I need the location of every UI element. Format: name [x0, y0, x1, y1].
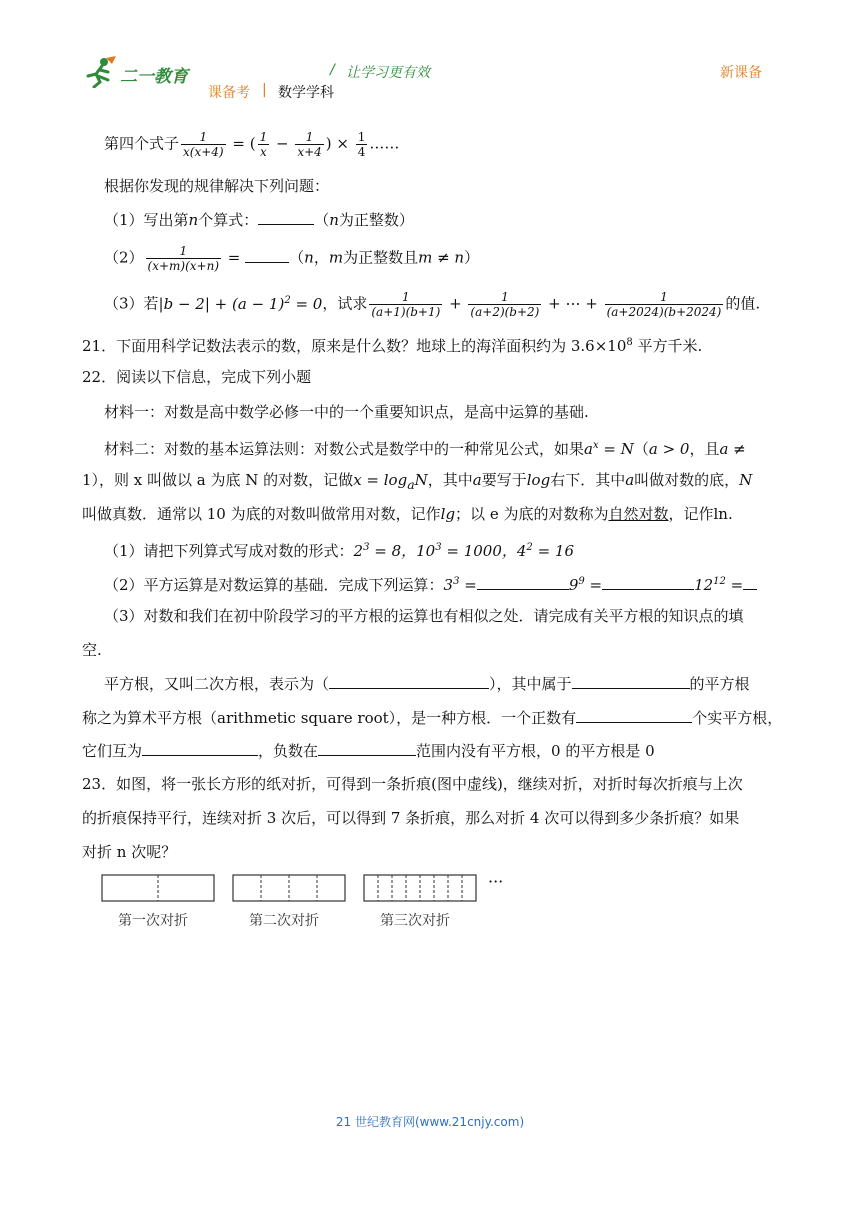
answer-blank[interactable] — [329, 674, 489, 689]
slogan: 让学习更有效 — [346, 65, 430, 81]
q23-line3: 对折 n 次呢？ — [82, 843, 177, 861]
answer-blank[interactable] — [477, 575, 569, 590]
q23-line2: 的折痕保持平行，连续对折 3 次后，可以得到 7 条折痕，那么对折 4 次可以得到多少条折痕？如果 — [82, 809, 740, 827]
q20-part3: （3）若$|b - 2| + (a - 1)^2 = 0$，试求 $\frac{1}{(a+1)(b+1)}$ + $\frac{1}{(a+2)(b+2)}$ + ⋯ + $\frac{1}{(a+2024)(b+2024)}$ 的值. — [104, 290, 761, 319]
q20-part1: （1）写出第n个算式： （n为正整数） — [104, 211, 414, 229]
answer-blank[interactable] — [318, 741, 416, 756]
q20-fourth-formula: 第四个式子 $\frac{1}{x(x+4)}$ = ( $\frac{1}{x}$ − $\frac{1}{x+4}$ ) × $\frac{1}{4}$ …… — [104, 130, 400, 159]
slogan-slash: / — [330, 62, 335, 78]
fold-diagram — [100, 872, 520, 908]
runner-logo-icon — [82, 56, 118, 88]
q22-sqrt-line2: 称之为算术平方根（arithmetic square root），是一种方根．一个正数有 个实平方根， — [82, 709, 783, 727]
q22-material2-line1: 材料二：对数的基本运算法则：对数公式是数学中的一种常见公式，如果$a^x = N(a > 0$，且a ≠ — [104, 440, 746, 458]
answer-blank[interactable] — [142, 741, 258, 756]
q22-sqrt-line1: 平方根，又叫二次方根，表示为（ ），其中属于 的平方根 — [104, 675, 750, 693]
q22-sub3-line1: （3）对数和我们在初中阶段学习的平方根的运算也有相似之处．请完成有关平方根的知识点的填 — [104, 607, 744, 625]
q22-sub1: （1）请把下列算式写成对数的形式：$2^3 = 8$，$10^3 = 1000$，$4^2 = 16$ — [104, 542, 574, 560]
q20-part2: （2） $\frac{1}{(x+m)(x+n)}$ = （n，m为正整数且m ≠ n） — [104, 244, 480, 273]
fold-ellipsis: ··· — [488, 872, 504, 891]
answer-blank[interactable] — [576, 708, 692, 723]
logo-text: 二一教育 — [120, 67, 188, 87]
fold-label-1: 第一次对折 — [118, 913, 188, 929]
fold-label-3: 第三次对折 — [380, 913, 450, 929]
q22-sub2: （2）平方运算是对数运算的基础．完成下列运算：$3^3 = 9^9 = 12^{12}$ = — [104, 572, 757, 595]
header-subject: 数学学科 — [278, 85, 334, 101]
header-sub-prefix: 课备考 — [208, 85, 250, 101]
header-separator: | — [262, 82, 267, 98]
q22-material1: 材料一：对数是高中数学必修一中的一个重要知识点，是高中运算的基础. — [104, 403, 589, 421]
fold-2-rect — [233, 875, 345, 901]
q23-line1: 23．如图，将一张长方形的纸对折，可得到一条折痕(图中虚线)，继续对折，对折时每次折痕与上次 — [82, 775, 743, 793]
q22-sqrt-line3: 它们互为 ，负数在 范围内没有平方根，0 的平方根是 0 — [82, 742, 655, 760]
q21: 21．下面用科学记数法表示的数，原来是什么数？地球上的海洋面积约为 $3.6\times 10^8$ 平方千米. — [82, 337, 703, 355]
answer-blank[interactable] — [258, 210, 314, 225]
answer-blank[interactable] — [245, 248, 289, 263]
answer-blank[interactable] — [572, 674, 690, 689]
fold-label-2: 第二次对折 — [249, 913, 319, 929]
q22-material2-line3: 叫做真数．通常以 10 为底的对数叫做常用对数，记作lg；以 e 为底的对数称为自然对数，记作ln. — [82, 505, 733, 523]
fold-1-rect — [102, 875, 214, 901]
answer-blank[interactable] — [602, 575, 694, 590]
q22-sub3-line2: 空. — [82, 641, 102, 659]
q22-material2-line2: 1），则 x 叫做以 a 为底 N 的对数，记做$x = \log_aN$，其中a要写于log右下．其中a叫做对数的底，N — [82, 471, 753, 492]
natural-log-term: 自然对数 — [608, 505, 669, 523]
logo — [82, 56, 192, 90]
q20-instruction: 根据你发现的规律解决下列问题： — [104, 177, 330, 195]
q22-title: 22．阅读以下信息，完成下列小题 — [82, 368, 312, 386]
header-right: 新课备 — [720, 65, 762, 81]
page-footer: 21 世纪教育网(www.21cnjy.com) — [335, 1115, 525, 1129]
answer-blank[interactable] — [743, 575, 757, 590]
fold-3-rect — [364, 875, 476, 901]
